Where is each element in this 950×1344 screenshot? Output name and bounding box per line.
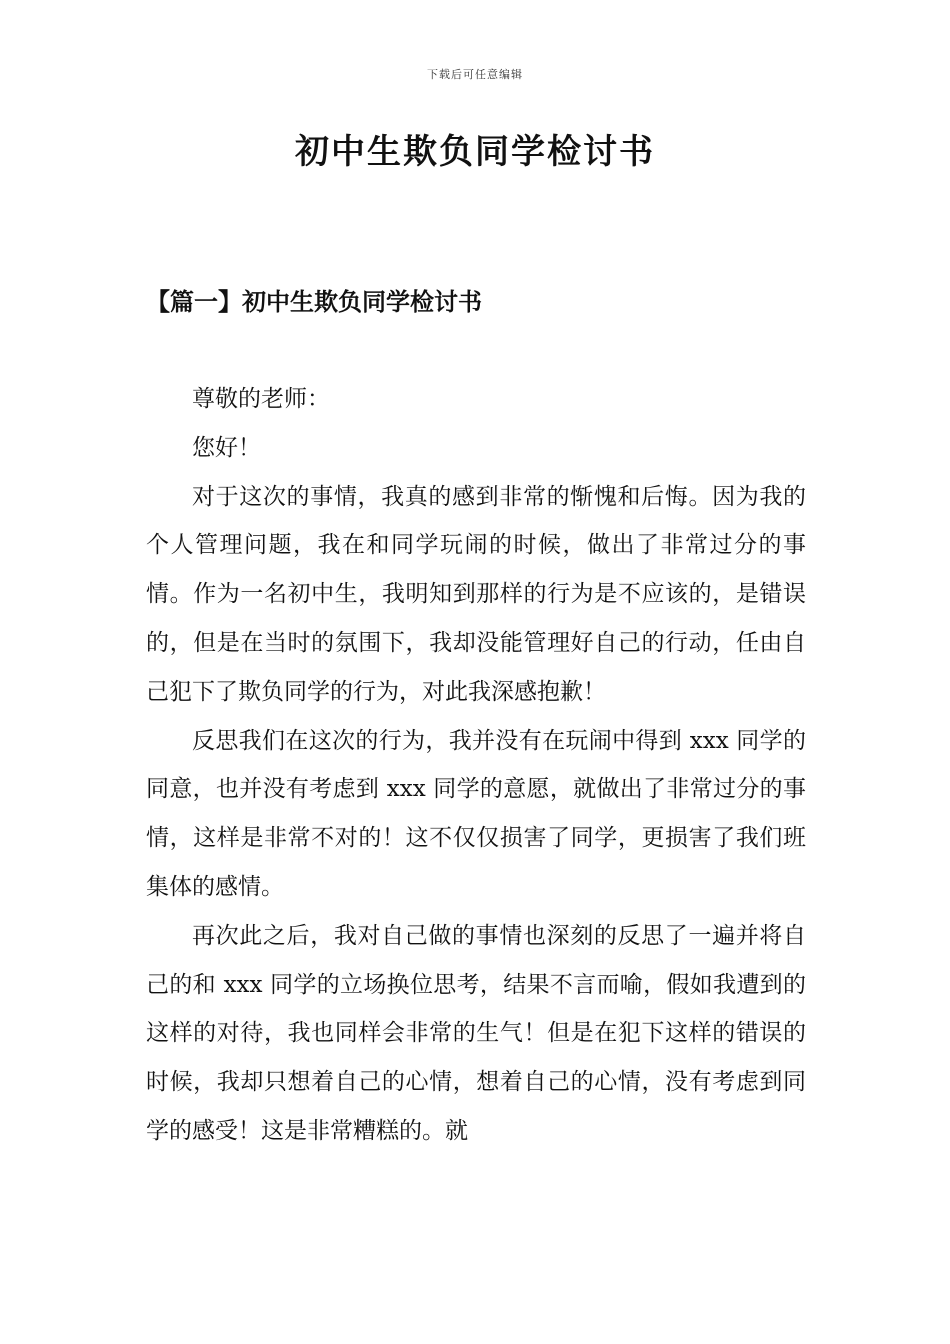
document-title: 初中生欺负同学检讨书 [295,132,655,172]
body-paragraph: 对于这次的事情，我真的感到非常的惭愧和后悔。因为我的个人管理问题，我在和同学玩闹的时候，做出了非常过分的事情。作为一名初中生，我明知到那样的行为是不应该的，是错误的，但是在当时的氛围下，我却没能管理好自己的行动，任由自己犯下了欺负同学的行为，对此我深感抱歉！ [146,483,806,705]
greeting: 您好！ [192,434,261,461]
body-paragraph: 反思我们在这次的行为，我并没有在玩闹中得到 xxx 同学的同意，也并没有考虑到 xxx 同学的意愿，就做出了非常过分的事情，这样是非常不对的！这不仅仅损害了同学，更损害了我们班集体的感情。 [146,727,806,900]
document-body [146,375,806,1156]
section-heading: 【篇一】初中生欺负同学检讨书 [146,287,482,316]
header-note: 下载后可任意编辑 [427,68,523,81]
salutation: 尊敬的老师： [192,386,330,412]
body-paragraph: 再次此之后，我对自己做的事情也深刻的反思了一遍并将自己的和 xxx 同学的立场换位思考，结果不言而喻，假如我遭到的这样的对待，我也同样会非常的生气！但是在犯下这样的错误的时候，我却只想着自己的心情，想着自己的心情，没有考虑到同学的感受！这是非常糟糕的。就 [146,922,806,1144]
